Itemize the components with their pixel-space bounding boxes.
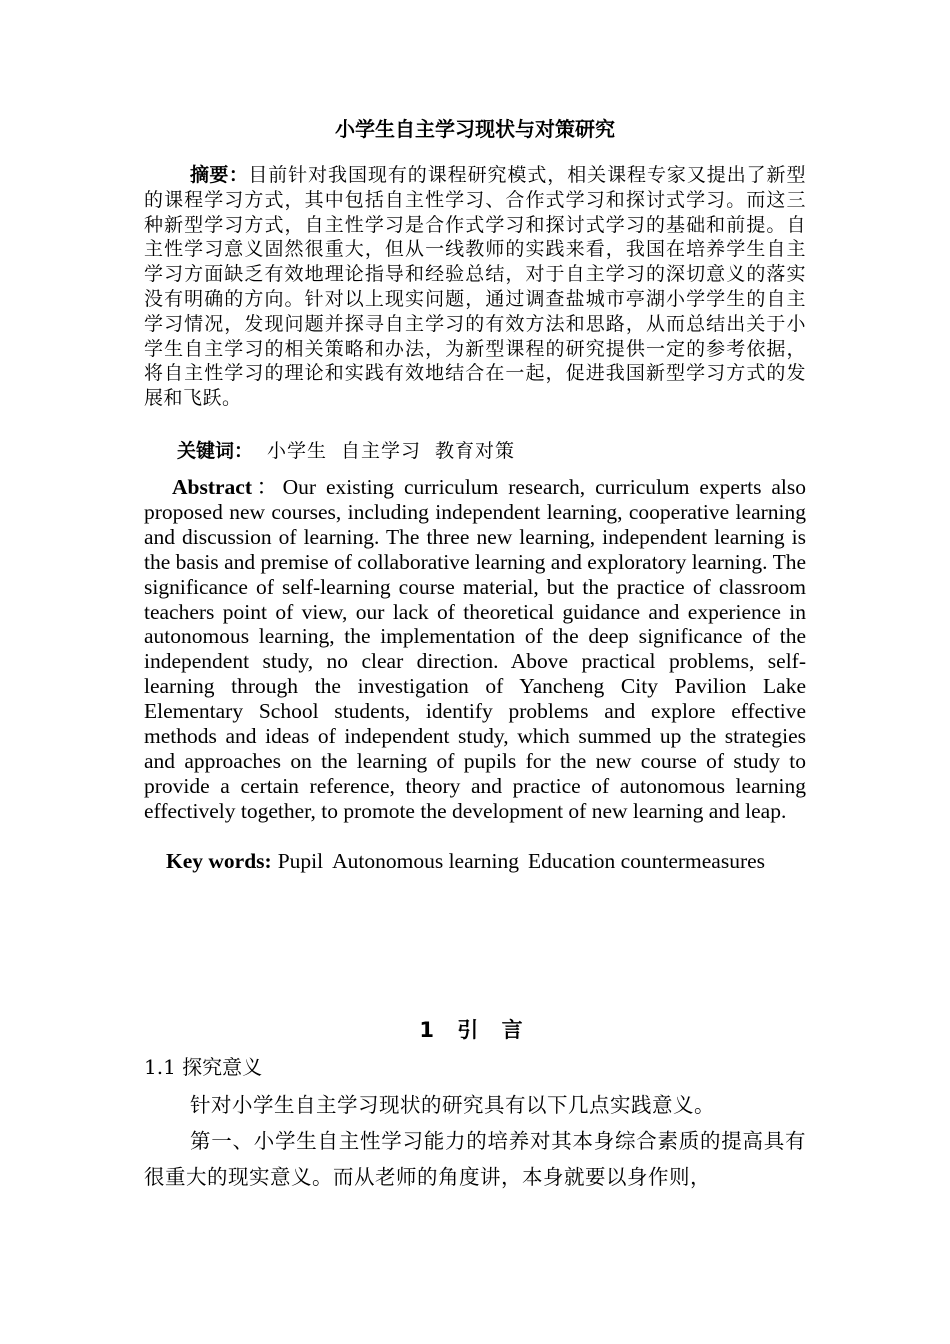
english-keyword: Education countermeasures (528, 849, 766, 873)
chinese-abstract-text: 目前针对我国现有的课程研究模式，相关课程专家又提出了新型的课程学习方式，其中包括自主性学习、合作式学习和探讨式学习。而这三种新型学习方式，自主性学习是合作式学习和探讨式学习的基础和前提。自主性学习意义固然很重大，但从一线教师的实践来看，我国在培养学生自主学习方面缺乏有效地理论指导和经验总结，对于自主学习的深切意义的落实没有明确的方向。针对以上现实问题，通过调查盐城市亭湖小学学生的自主学习情况，发现问题并探寻自主学习的有效方法和思路，从而总结出关于小学生自主学习的相关策略和办法，为新型课程的研究提供一定的参考依据，将自主性学习的理论和实践有效地结合在一起，促进我国新型学习方式的发展和飞跃。 (144, 164, 806, 410)
chinese-abstract-label: 摘要： (190, 164, 249, 186)
english-keyword: Autonomous learning (332, 849, 520, 873)
chinese-keyword: 自主学习 (341, 440, 422, 462)
english-abstract (144, 475, 806, 824)
english-keywords-label: Key words: (166, 849, 272, 873)
section-heading: 1 引 言 (419, 1018, 531, 1042)
chinese-abstract (144, 163, 806, 411)
subsection-heading: 1.1 探究意义 (144, 1055, 263, 1079)
chinese-keyword: 小学生 (267, 440, 328, 462)
body-paragraph: 第一、小学生自主性学习能力的培养对其本身综合素质的提高具有很重大的现实意义。而从老师的角度讲，本身就要以身作则， (144, 1129, 806, 1189)
english-abstract-label: Abstract (172, 475, 253, 499)
english-abstract-separator: ： (252, 475, 283, 499)
english-abstract-text: Our existing curriculum research, curriculum experts also proposed new courses, including independent learning, cooperative learning and discussion of learning. The three new learning, independent learning is the basis and premise of collaborative learning and exploratory learning. The significance of self-learning course material, but the practice of classroom teachers point of view, our lack of theoretical guidance and experience in autonomous learning, the implementation of the deep significance of the independent study, no clear direction. Above practical problems, self-learning through the investigation of Yancheng City Pavilion Lake Elementary School students, identify problems and explore effective methods and ideas of independent study, which summed up the strategies and approaches on the learning of pupils for the new course of study to provide a certain reference, theory and practice of autonomous learning effectively together, to promote the development of new learning and leap. (144, 475, 806, 823)
chinese-keyword: 教育对策 (435, 440, 516, 462)
chinese-keywords-label: 关键词： (177, 440, 254, 462)
english-keyword: Pupil (277, 849, 324, 873)
document-title: 小学生自主学习现状与对策研究 (335, 117, 615, 141)
chinese-keywords (177, 438, 529, 464)
english-keywords (166, 848, 774, 874)
body-paragraph: 针对小学生自主学习现状的研究具有以下几点实践意义。 (190, 1093, 715, 1117)
